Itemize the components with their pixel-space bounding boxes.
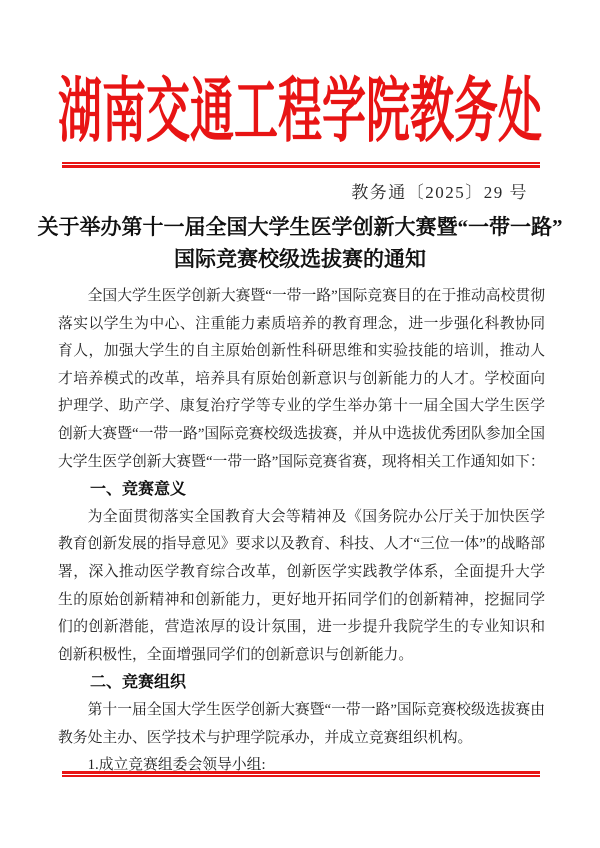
section-1-heading: 一、竞赛意义 <box>90 481 187 499</box>
notice-title-line1: 关于举办第十一届全国大学生医学创新大赛暨“一带一路” <box>37 215 563 239</box>
section-2-list-item-1: 1.成立竞赛组委会领导小组: <box>87 757 266 774</box>
notice-title-line2: 国际竞赛校级选拔赛的通知 <box>174 247 426 271</box>
section-2-paragraph: 第十一届全国大学生医学创新大赛暨“一带一路”国际竞赛校级选拔赛由教务处主办、医学技术与护理学院承办，并成立竞赛组织机构。 <box>58 701 545 746</box>
notice-title <box>0 211 600 275</box>
footer-divider-line <box>62 771 540 777</box>
paragraph-intro: 全国大学生医学创新大赛暨“一带一路”国际竞赛目的在于推动高校贯彻落实以学生为中心、注重能力素质培养的教育理念，进一步强化科教协同育人，加强大学生的自主原始创新性科研思维和实验技能的培训，推动人才培养模式的改革，培养具有原始创新意识与创新能力的人才。学校面向护理学、助产学、康复治疗学等专业的学生举办第十一届全国大学生医学创新大赛暨“一带一路”国际竞赛校级选拔赛，并从中选拔优秀团队参加全国大学生医学创新大赛暨“一带一路”国际竞赛省赛，现将相关工作通知如下： <box>58 288 545 470</box>
document-number: 教务通〔2025〕29 号 <box>351 183 528 202</box>
section-2-heading: 二、竞赛组织 <box>90 674 187 692</box>
letterhead-divider-line <box>62 162 540 168</box>
letterhead-title: 湖南交通工程学院教务处 <box>58 72 542 151</box>
section-1-paragraph: 为全面贯彻落实全国教育大会等精神及《国务院办公厅关于加快医学教育创新发展的指导意见》要求以及教育、科技、人才“三位一体”的战略部署，深入推动医学教育综合改革，创新医学实践教学体系，全面提升大学生的原始创新精神和创新能力，更好地开拓同学们的创新精神，挖掘同学们的创新潜能，营造浓厚的设计氛围，进一步提升我院学生的专业知识和创新积极性，全面增强同学们的创新意识与创新能力。 <box>58 508 545 663</box>
notice-body <box>58 283 545 780</box>
